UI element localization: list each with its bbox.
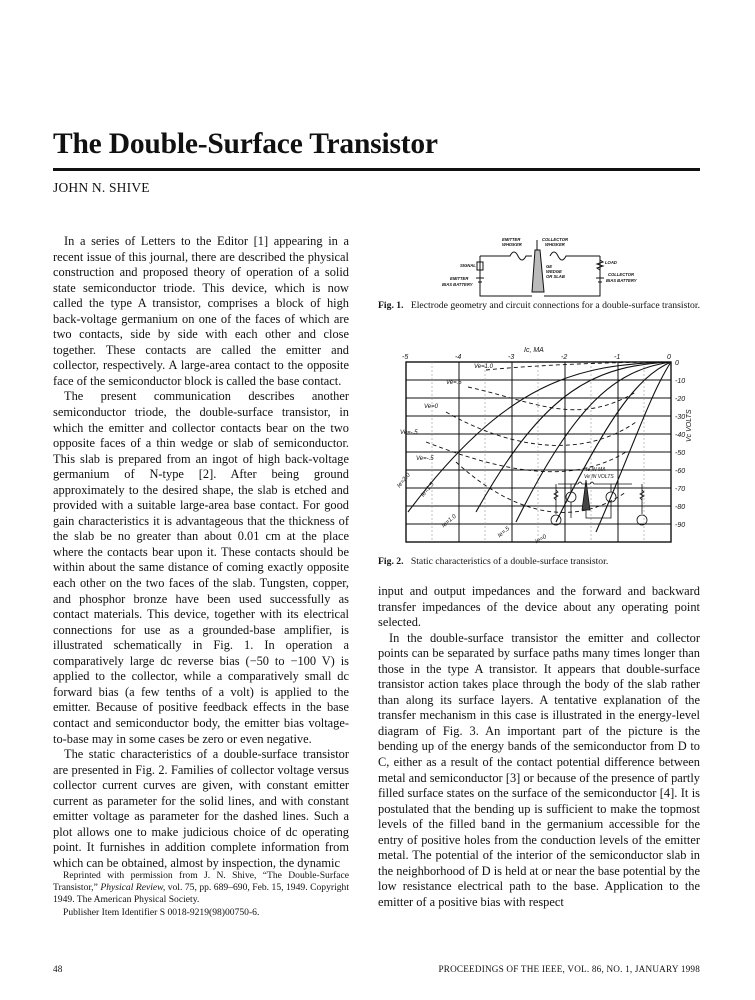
label-collector-bias: COLLECTOR xyxy=(608,272,634,277)
left-column xyxy=(53,234,349,871)
svg-text:-5: -5 xyxy=(402,354,409,361)
svg-text:Ie IN MA: Ie IN MA xyxy=(586,467,606,473)
svg-text:-90: -90 xyxy=(675,522,686,529)
svg-text:Ie=1.0: Ie=1.0 xyxy=(440,513,458,530)
svg-text:-50: -50 xyxy=(675,450,686,457)
label-load: LOAD xyxy=(605,260,617,265)
svg-text:Ve=-.5: Ve=-.5 xyxy=(400,430,418,436)
article-title: The Double-Surface Transistor xyxy=(53,128,438,160)
svg-text:OR SLAB: OR SLAB xyxy=(546,274,565,279)
label-signal: SIGNAL xyxy=(460,263,476,268)
author-name: JOHN N. SHIVE xyxy=(53,180,150,195)
paragraph: In the double-surface transistor the emitter and collector points can be separated by surface paths many times longer than those in the type A transistor. It appears that double-surface transistor action takes place through the body of the slab rather than along its surface layers. A tentative explanation of the transfer mechanism in this case is illustrated in the energy-level diagram of Fig. 3. An important part of the picture is the bending up of the energy bands of the semiconductor from D to C, either as a result of the contact potential difference between metal and semiconductor [3] or because of the presence of partly filled surface states on the surface of the semiconductor [4]. It is postulated that the bending up is sufficient to make the topmost levels of the filled band in the germanium accessible for the entry of positive holes from the conduction levels of the emitter metal. The potential of the interior of the semiconductor slab in the neighborhood of D is held at or near the base potential by the low resistance electrical path to the base. Application to the emitter of a positive bias with respect xyxy=(378,630,700,909)
svg-text:Ve=-.5: Ve=-.5 xyxy=(416,456,434,462)
publisher-id: Publisher Item Identifier S 0018-9219(98)00750-6. xyxy=(63,906,260,918)
figure-1-circuit-diagram xyxy=(440,236,640,300)
dashed-ve-curves xyxy=(426,362,671,512)
svg-text:-3: -3 xyxy=(508,354,515,361)
svg-text:WHISKER: WHISKER xyxy=(545,242,565,247)
figure-1-label: Fig. 1. xyxy=(378,300,404,311)
figure-2-chart xyxy=(396,342,693,547)
svg-text:WEDGE: WEDGE xyxy=(546,269,562,274)
svg-text:Ie=1.5: Ie=1.5 xyxy=(420,481,436,499)
svg-text:-2: -2 xyxy=(561,354,568,361)
label-ge-wedge: GE xyxy=(546,264,553,269)
title-rule xyxy=(53,168,700,171)
reprint-note: Reprinted with permission from J. N. Shive, “The Double-Surface Transistor,” Physical Review, vol. 75, pp. 689–690, Feb. 15, 1949. Copyright 1949. The American Physical Society. xyxy=(53,870,349,906)
right-column xyxy=(378,584,700,910)
svg-text:Ve IN VOLTS: Ve IN VOLTS xyxy=(584,474,614,480)
svg-text:BIAS BATTERY: BIAS BATTERY xyxy=(442,282,473,287)
page-number: 48 xyxy=(53,964,63,974)
svg-text:Ve=0: Ve=0 xyxy=(424,404,438,410)
journal-name: Physical Review, xyxy=(100,882,166,894)
svg-text:-30: -30 xyxy=(675,414,686,421)
svg-text:-4: -4 xyxy=(455,354,462,361)
svg-text:-10: -10 xyxy=(675,378,686,385)
svg-text:Ie=.5: Ie=.5 xyxy=(496,525,512,540)
label-collector-whisker: COLLECTOR xyxy=(542,237,568,242)
svg-text:-40: -40 xyxy=(675,432,686,439)
svg-text:-20: -20 xyxy=(675,396,686,403)
svg-text:-60: -60 xyxy=(675,468,686,475)
svg-text:-70: -70 xyxy=(675,486,686,493)
svg-text:0: 0 xyxy=(675,360,679,367)
svg-text:WHISKER: WHISKER xyxy=(502,242,522,247)
figure-2-caption: Fig. 2. Static characteristics of a double-surface transistor. xyxy=(378,556,609,567)
paragraph: The present communication describes another semiconductor triode, the double-surface transistor, in which the emitter and collector contacts bear on the two opposite faces of a thin wedge or slab of semiconductor. This slab is prepared from an ingot of high back-voltage germanium of N-type [2]. After being ground approximately to the desired shape, the slab is etched and provided with a suitable large-area base contact. For good gain characteristics it is advantageous that the thickness of the slab be no greater than about 0.01 cm at the place where the contacts bear upon it. These contacts should be within about the same distance of coming exactly opposite each other on the two faces of the slab. Tungsten, copper, and phosphor bronze have been used successfully as contact materials. This device, together with its electrical connections for use as a grounded-base amplifier, is illustrated schematically in Fig. 1. In operation a comparatively large dc reverse bias (−50 to −100 V) is applied to the collector, while a comparatively small dc forward bias (a few tenths of a volt) is applied to the emitter. Because of positive feedback effects in the base contact and semiconductor body, the emitter bias voltage-to-base may in some cases be zero or even negative. xyxy=(53,389,349,746)
paragraph: The static characteristics of a double-surface transistor are presented in Fig. 2. Families of collector voltage versus collector current curves are given, with constant emitter current as parameter for the solid lines, and with constant emitter voltage as parameter for the dashed lines. Such a plot allows one to make judicious choice of dc operating point. It furnishes in addition complete information from which can be obtained, almost by inspection, the dynamic xyxy=(53,747,349,870)
svg-text:Ve=.5: Ve=.5 xyxy=(446,380,462,386)
figure-2-label: Fig. 2. xyxy=(378,556,404,567)
svg-text:Ie=2.0: Ie=2.0 xyxy=(396,472,412,490)
svg-text:0: 0 xyxy=(667,354,671,361)
y-axis-title: Vc VOLTS xyxy=(686,409,693,442)
paragraph: input and output impedances and the forward and backward transfer impedances of the device about any operating point selected. xyxy=(378,584,700,630)
svg-text:Ve=1.0: Ve=1.0 xyxy=(474,364,493,370)
svg-text:-80: -80 xyxy=(675,504,686,511)
paragraph: In a series of Letters to the Editor [1] appearing in a recent issue of this journal, there are described the physical construction and proposed theory of operation of a solid state semiconductor triode. This device, which is now called the type A transistor, comprises a block of high back-voltage germanium on one of the faces of which are two contacts, side by side with each other and close together. These contacts are called the emitter and collector, respectively. A large-area contact to the opposite face of the semiconductor block is called the base contact. xyxy=(53,234,349,388)
label-emitter-bias: EMITTER xyxy=(450,276,469,281)
svg-text:Ie=0: Ie=0 xyxy=(534,534,548,546)
footnote xyxy=(53,870,349,919)
svg-text:BIAS BATTERY: BIAS BATTERY xyxy=(606,278,637,283)
svg-text:-1: -1 xyxy=(614,354,621,361)
figure-1-caption: Fig. 1. Electrode geometry and circuit connections for a double-surface transistor. xyxy=(378,300,700,311)
x-axis-title: Ic, MA xyxy=(524,347,544,354)
label-emitter-whisker: EMITTER xyxy=(502,237,521,242)
journal-footer: PROCEEDINGS OF THE IEEE, VOL. 86, NO. 1, JANUARY 1998 xyxy=(438,964,700,974)
